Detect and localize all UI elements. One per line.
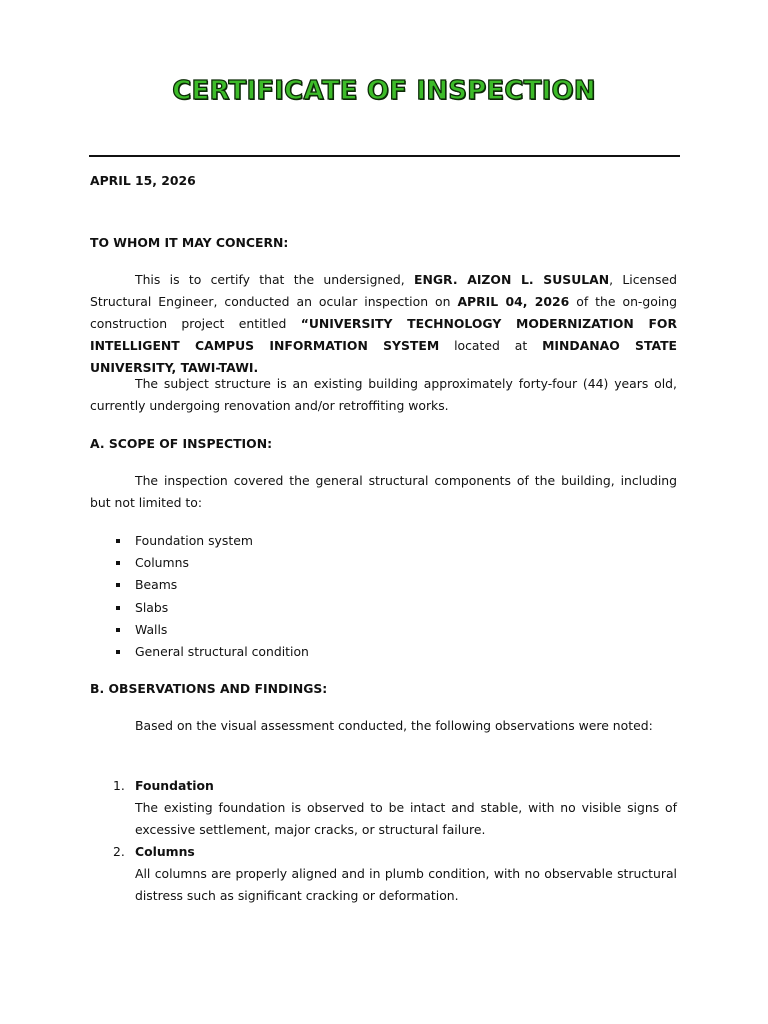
inspection-date: APRIL 04, 2026 — [457, 294, 570, 309]
list-item-label: Walls — [135, 621, 168, 637]
finding-foundation — [90, 775, 677, 841]
section-b-heading: B. OBSERVATIONS AND FINDINGS: — [90, 681, 328, 696]
document-date: APRIL 15, 2026 — [90, 173, 196, 188]
bullet-square-icon — [116, 583, 120, 587]
para1-text-1: This is to certify that the undersigned, — [135, 272, 415, 287]
list-item — [90, 641, 677, 663]
finding-text: All columns are properly aligned and in plumb condition, with no observable structural distress such as significant cracking or deformation. — [135, 866, 677, 903]
engineer-name: ENGR. AIZON L. SUSULAN — [414, 272, 610, 287]
bullet-square-icon — [116, 628, 120, 632]
finding-title: Foundation — [135, 778, 214, 793]
list-item-label: General structural condition — [135, 643, 309, 659]
section-b-intro: Based on the visual assessment conducted, the following observations were noted: — [135, 718, 653, 733]
finding-columns — [90, 841, 677, 907]
list-item-label: Beams — [135, 577, 178, 593]
title-divider — [89, 155, 680, 157]
list-item — [90, 552, 677, 574]
finding-title: Columns — [135, 844, 195, 859]
list-item-label: Foundation system — [135, 533, 253, 548]
list-item — [90, 619, 677, 641]
bullet-square-icon — [116, 606, 120, 610]
list-item — [90, 530, 677, 552]
para1-text-2: , Licensed Structural Engineer, conducted an ocular inspection on — [90, 272, 677, 309]
para1-text-3: of the on-going construction project entitled — [90, 294, 678, 331]
scope-list — [90, 530, 677, 663]
finding-text: The existing foundation is observed to be intact and stable, with no visible signs of excessive settlement, major cracks, or structural failure. — [135, 800, 677, 837]
list-item-label: Slabs — [135, 599, 169, 615]
salutation: TO WHOM IT MAY CONCERN: — [90, 235, 289, 250]
bullet-square-icon — [116, 539, 120, 543]
finding-number: 2. — [113, 844, 125, 859]
list-item — [90, 597, 677, 619]
list-item — [90, 574, 677, 596]
project-location: MINDANAO STATE UNIVERSITY, TAWI-TAWI. — [90, 338, 678, 375]
project-title: “UNIVERSITY TECHNOLOGY MODERNIZATION FOR INTELLIGENT CAMPUS INFORMATION SYSTEM — [90, 316, 677, 353]
document-title: CERTIFICATE OF INSPECTION — [172, 76, 596, 106]
bullet-square-icon — [116, 561, 120, 565]
list-item-label: Columns — [135, 555, 189, 571]
certification-paragraph — [90, 269, 677, 379]
para1-text-4: located at — [439, 338, 543, 353]
structure-description-paragraph: The subject structure is an existing building approximately forty-four (44) years old, currently undergoing renovation and/or retroffiting works. — [90, 376, 677, 413]
section-a-heading: A. SCOPE OF INSPECTION: — [90, 436, 273, 451]
bullet-square-icon — [116, 650, 120, 654]
section-a-intro: The inspection covered the general structural components of the building, including but not limited to: — [90, 473, 677, 510]
finding-number: 1. — [113, 778, 125, 793]
